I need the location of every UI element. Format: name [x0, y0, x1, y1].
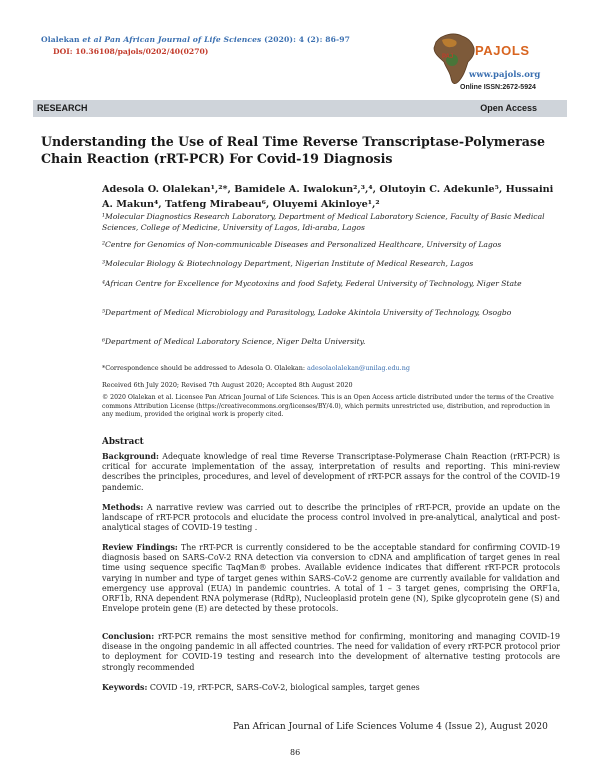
doi-line: DOI: 10.36108/pajols/0202/40(0270) — [53, 47, 209, 56]
methods-label: Methods: — [102, 503, 144, 512]
keywords-text: COVID -19, rRT-PCR, SARS-CoV-2, biological samples, target genes — [147, 683, 420, 692]
affiliation-4: ⁴African Centre for Excellence for Mycotoxins and food Safety, Federal University of Technology, Niger State — [102, 279, 522, 288]
citation-volume: (2020): 4 (2): 86-97 — [261, 35, 351, 44]
background-label: Background: — [102, 452, 159, 461]
abstract-background — [102, 452, 560, 493]
methods-text: A narrative review was carried out to describe the principles of rRT-PCR, provide an update on the landscape of rRT-PCR protocols and elucidate the process control involved in pre-analytical, analytical and post-analytical stages of COVID-19 testing . — [102, 503, 560, 533]
citation-etal: et al — [82, 35, 102, 44]
abstract-methods — [102, 503, 560, 534]
correspondence-text: *Correspondence should be addressed to Adesola O. Olalekan: — [102, 364, 308, 372]
correspondence-note — [102, 364, 410, 372]
findings-label: Review Findings: — [102, 543, 178, 552]
abstract-keywords — [102, 683, 560, 693]
footer-journal-line: Pan African Journal of Life Sciences Volume 4 (Issue 2), August 2020 — [233, 722, 548, 732]
issn-label: Online ISSN:2672-5924 — [460, 84, 536, 91]
background-text: Adequate knowledge of real time Reverse Transcriptase-Polymerase Chain Reaction (rRT-PCR) is critical for accurate implementation of the assay, interpretation of results and reporting. This mini-review describes the principles, procedures, and level of development of rRT-PCR assays for the control of the COVID-19 pandemic. — [102, 452, 560, 492]
logo-wordmark: PAJOLS — [475, 43, 530, 58]
abstract-heading: Abstract — [102, 437, 144, 447]
svg-text:PAJ: PAJ — [442, 54, 454, 60]
page-number: 86 — [290, 748, 301, 757]
article-title: Understanding the Use of Real Time Reverse Transcriptase-Polymerase Chain Reaction (rRT-PCR) For Covid-19 Diagnosis — [41, 134, 545, 166]
affiliation-6: ⁶Department of Medical Laboratory Science, Niger Delta University. — [102, 337, 366, 346]
conclusion-text: rRT-PCR remains the most sensitive method for confirming, monitoring and managing COVID-19 disease in the ongoing pandemic in all affected countries. The need for validation of every rRT-PCR protocol prior to deployment for COVID-19 testing and research into the development of alternative testing protocols are strongly recommended — [102, 632, 560, 672]
correspondence-email-link[interactable]: adesolaolalekan@unilag.edu.ng — [307, 364, 410, 372]
citation-line — [41, 35, 350, 44]
conclusion-label: Conclusion: — [102, 632, 155, 641]
article-type-label: RESEARCH — [37, 103, 88, 113]
affiliation-1: ¹Molecular Diagnostics Research Laboratory, Department of Medical Laboratory Science, Faculty of Basic Medical Sciences, College of Medicine, University of Lagos, Idi-araba, Lagos — [102, 212, 545, 232]
article-type-band — [33, 100, 567, 117]
findings-text: The rRT-PCR is currently considered to be the acceptable standard for confirming COVID-19 diagnosis based on SARS-CoV-2 RNA detection via conversion to cDNA and amplification of target genes in real time using sequence specific TaqMan® probes. Available evidence indicates that different rRT-PCR protocols varying in number and type of target genes within SARS-CoV-2 genome are currently available for validation and emergency use approval (EUA) in pandemic countries. A total of 1 – 3 target genes, comprising the ORF1a, ORF1b, RNA dependent RNA polymerase (RdRp), Nucleoplasid protein gene (N), Spike glycoprotein gene (S) and Envelope protein gene (E) are detected by these protocols. — [102, 543, 561, 614]
journal-website-link[interactable]: www.pajols.org — [469, 70, 541, 80]
keywords-label: Keywords: — [102, 683, 148, 692]
citation-journal: Pan African Journal of Life Sciences — [101, 35, 262, 44]
affiliation-3: ³Molecular Biology & Biotechnology Department, Nigerian Institute of Medical Research, Lagos — [102, 259, 474, 268]
open-access-label: Open Access — [480, 103, 537, 113]
author-list: Adesola O. Olalekan¹,²*, Bamidele A. Iwalokun²,³,⁴, Olutoyin C. Adekunle⁵, Hussaini A. Makun⁴, Tatfeng Mirabeau⁶, Oluyemi Akinloye¹,² — [102, 184, 554, 210]
affiliation-5: ⁵Department of Medical Microbiology and Parasitology, Ladoke Akintola University of Technology, Osogbo — [102, 308, 512, 317]
license-statement: © 2020 Olalekan et al. Licensee Pan African Journal of Life Sciences. This is an Open Access article distributed under the terms of the Creative commons Attribution License (https://creativecommons.org/licenses/BY/4.0), which permits unrestricted use, distribution, and reproduction in any medium, provided the original work is properly cited. — [102, 394, 554, 418]
article-dates: Received 6th July 2020; Revised 7th August 2020; Accepted 8th August 2020 — [102, 381, 353, 389]
affiliation-2: ²Centre for Genomics of Non-communicable Diseases and Personalized Healthcare, University of Lagos — [102, 240, 502, 249]
abstract-findings — [102, 543, 560, 614]
citation-authors: Olalekan — [41, 35, 83, 44]
abstract-conclusion — [102, 632, 560, 673]
